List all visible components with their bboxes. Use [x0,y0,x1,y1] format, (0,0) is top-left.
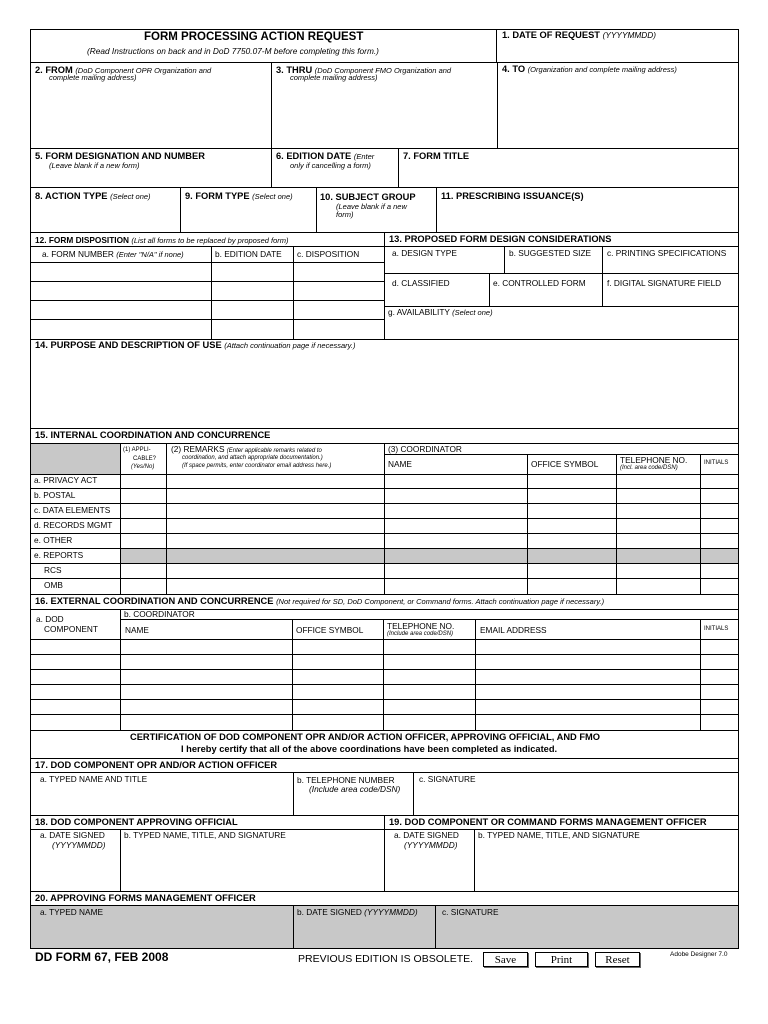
data-elements-row-label: c. DATA ELEMENTS [34,505,111,515]
form-designation-field[interactable] [31,171,271,186]
prescribing-issuance-field[interactable] [437,204,738,231]
action-type-select[interactable] [31,204,180,231]
external-row-3[interactable] [31,670,738,684]
approving-fmo-name-field[interactable] [31,920,293,948]
typed-name-title-label: a. TYPED NAME AND TITLE [40,774,148,784]
edition-date-col-header: b. EDITION DATE [215,249,282,259]
fmo-date-label-1: a. DATE SIGNED [394,830,459,840]
internal-row-rcs[interactable] [121,564,738,578]
telephone-number-hint: (Include area code/DSN) [309,784,401,794]
form-disposition-label: 12. FORM DISPOSITION (List all forms to be replaced by proposed form) [35,235,289,245]
forms-management-officer-label: 19. DOD COMPONENT OR COMMAND FORMS MANAGEMENT OFFICER [389,817,707,827]
form-title: FORM PROCESSING ACTION REQUEST [144,31,364,43]
applicable-header-2: CABLE? [133,456,157,462]
internal-coordinator-header: (3) COORDINATOR [388,444,462,454]
controlled-form-label: e. CONTROLLED FORM [493,278,586,288]
action-officer-signature-field[interactable] [414,786,738,814]
certification-statement: I hereby certify that all of the above coordinations have been completed as indicated. [181,744,558,754]
action-officer-phone-field[interactable] [294,796,413,814]
action-officer-name-field[interactable] [31,786,293,814]
print-button[interactable]: Print [535,952,588,967]
disposition-row-3[interactable] [31,301,383,319]
fmo-name-signature-field[interactable] [475,842,738,890]
design-considerations-label: 13. PROPOSED FORM DESIGN CONSIDERATIONS [389,234,612,244]
subject-group-hint-1: (Leave blank if a new [336,202,407,211]
approving-fmo-date-field[interactable] [294,920,435,948]
approving-date-field[interactable] [31,852,120,890]
form-instructions: (Read Instructions on back and in DoD 7750.07-M before completing this form.) [87,46,379,56]
rcs-row-label: RCS [44,565,62,575]
external-coordinator-header: b. COORDINATOR [124,609,195,619]
edition-date-label: 6. EDITION DATE (Enter [276,151,375,161]
telephone-number-label: b. TELEPHONE NUMBER [297,775,395,785]
internal-telephone-hint: (Incl. area code/DSN) [620,465,678,471]
action-type-label: 8. ACTION TYPE (Select one) [35,191,151,201]
edition-date-hint: only if cancelling a form) [290,161,371,170]
privacy-act-row-label: a. PRIVACY ACT [34,475,98,485]
reports-row-shading [121,548,738,563]
classified-select[interactable] [385,290,489,305]
internal-initials-header: INITIALS [704,460,729,466]
approving-fmo-label: 20. APPROVING FORMS MANAGEMENT OFFICER [35,893,256,903]
certification-title: CERTIFICATION OF DOD COMPONENT OPR AND/OR ACTION OFFICER, APPROVING OFFICIAL, AND FMO [130,732,600,742]
printing-specifications-label: c. PRINTING SPECIFICATIONS [607,248,727,258]
internal-header-shading [31,444,120,474]
internal-row-omb[interactable] [121,579,738,593]
approving-official-label: 18. DOD COMPONENT APPROVING OFFICIAL [35,817,238,827]
form-type-label: 9. FORM TYPE (Select one) [185,191,293,201]
approving-date-label-2: (YYYYMMDD) [52,840,106,850]
previous-edition-notice: PREVIOUS EDITION IS OBSOLETE. [298,953,474,965]
disposition-col-header: c. DISPOSITION [297,249,360,259]
external-row-6[interactable] [31,715,738,729]
applicable-header-3: (Yes/No) [131,464,155,470]
approving-name-signature-field[interactable] [121,842,384,890]
external-name-header: NAME [125,625,149,635]
other-row-label: e. OTHER [34,535,73,545]
printing-specifications-field[interactable] [603,260,738,273]
to-label: 4. TO (Organization and complete mailing address) [502,64,677,74]
remarks-header: (2) REMARKS (Enter applicable remarks related to [171,444,322,454]
disposition-row-1[interactable] [31,263,383,281]
fmo-date-field[interactable] [385,852,474,890]
save-button[interactable]: Save [483,952,528,967]
action-officer-label: 17. DOD COMPONENT OPR AND/OR ACTION OFFICER [35,760,278,770]
postal-row-label: b. POSTAL [34,490,76,500]
approving-fmo-signature-label: c. SIGNATURE [442,907,499,917]
form-designation-hint: (Leave blank if a new form) [49,161,140,170]
suggested-size-label: b. SUGGESTED SIZE [509,248,592,258]
external-coordination-label: 16. EXTERNAL COORDINATION AND CONCURRENCE (Not required for SD, DoD Component, or Command forms. Attach continuation page if necessary.) [35,596,605,606]
digital-signature-field-select[interactable] [603,290,738,305]
internal-row-data-elements[interactable] [121,504,738,518]
external-row-1[interactable] [31,640,738,654]
from-hint: complete mailing address) [49,73,137,82]
reset-button[interactable]: Reset [595,952,640,967]
external-office-header: OFFICE SYMBOL [296,625,364,635]
disposition-row-4[interactable] [31,320,383,338]
from-label: 2. FROM (DoD Component OPR Organization and [35,65,212,75]
external-telephone-header: TELEPHONE NO. [387,621,455,631]
form-type-select[interactable] [181,204,316,231]
approving-fmo-signature-field[interactable] [436,920,738,948]
subject-group-label: 10. SUBJECT GROUP [320,192,416,202]
from-address-field[interactable] [31,84,271,147]
approving-fmo-date-label: b. DATE SIGNED (YYYYMMDD) [297,907,418,917]
external-row-2[interactable] [31,655,738,669]
internal-row-records-mgmt[interactable] [121,519,738,533]
approving-name-label: b. TYPED NAME, TITLE, AND SIGNATURE [124,830,286,840]
email-header: EMAIL ADDRESS [480,625,547,635]
internal-row-postal[interactable] [121,489,738,503]
form-title-field[interactable] [399,164,738,186]
date-of-request-field[interactable] [497,42,739,62]
applicable-header-1: (1) APPLI- [123,447,151,453]
edition-date-field[interactable] [272,171,398,186]
form-id: DD FORM 67, FEB 2008 [35,950,169,964]
disposition-row-2[interactable] [31,282,383,300]
internal-telephone-header: TELEPHONE NO. [620,455,688,465]
internal-row-other[interactable] [121,534,738,548]
design-type-label: a. DESIGN TYPE [392,248,457,258]
subject-group-field[interactable] [317,220,436,231]
external-row-4[interactable] [31,685,738,699]
subject-group-hint-2: form) [336,210,354,219]
fmo-name-label: b. TYPED NAME, TITLE, AND SIGNATURE [478,830,640,840]
reports-row-label: e. REPORTS [34,550,84,560]
digital-signature-field-label: f. DIGITAL SIGNATURE FIELD [607,278,722,288]
adobe-designer-label: Adobe Designer 7.0 [670,951,728,958]
suggested-size-field[interactable] [505,260,602,273]
date-of-request-label: 1. DATE OF REQUEST (YYYYMMDD) [502,30,657,40]
internal-name-header: NAME [388,459,412,469]
form-title-label: 7. FORM TITLE [403,151,470,161]
availability-select[interactable] [385,318,738,338]
records-mgmt-row-label: d. RECORDS MGMT [34,520,113,530]
form-number-col-header: a. FORM NUMBER (Enter "N/A" if none) [42,249,184,259]
design-type-select[interactable] [385,260,504,273]
dod-component-header-2: COMPONENT [44,624,98,634]
approving-fmo-name-label: a. TYPED NAME [40,907,104,917]
internal-coordination-label: 15. INTERNAL COORDINATION AND CONCURRENCE [35,430,271,440]
purpose-description-field[interactable] [31,353,738,428]
to-address-field[interactable] [498,78,738,147]
thru-label: 3. THRU (DoD Component FMO Organization and [276,65,452,75]
classified-label: d. CLASSIFIED [392,278,450,288]
internal-row-privacy-act[interactable] [121,475,738,488]
external-row-5[interactable] [31,700,738,714]
controlled-form-select[interactable] [490,290,602,305]
purpose-label: 14. PURPOSE AND DESCRIPTION OF USE (Attach continuation page if necessary.) [35,340,356,350]
internal-office-header: OFFICE SYMBOL [531,459,599,469]
remarks-hint-3: (If space permits, enter coordinator email address here.) [182,463,332,469]
fmo-date-label-2: (YYYYMMDD) [404,840,458,850]
thru-address-field[interactable] [272,84,496,147]
form-designation-label: 5. FORM DESIGNATION AND NUMBER [35,151,205,161]
availability-label: g. AVAILABILITY (Select one) [388,307,493,317]
dod-component-header-1: a. DOD [36,614,64,624]
prescribing-issuance-label: 11. PRESCRIBING ISSUANCE(S) [441,191,584,201]
thru-hint: complete mailing address) [290,73,378,82]
action-officer-signature-label: c. SIGNATURE [419,774,476,784]
external-telephone-hint: (Include area code/DSN) [387,631,454,637]
external-initials-header: INITIALS [704,626,729,632]
omb-row-label: OMB [44,580,63,590]
remarks-hint-2: coordination, and attach appropriate documentation.) [182,455,323,461]
approving-date-label-1: a. DATE SIGNED [40,830,105,840]
